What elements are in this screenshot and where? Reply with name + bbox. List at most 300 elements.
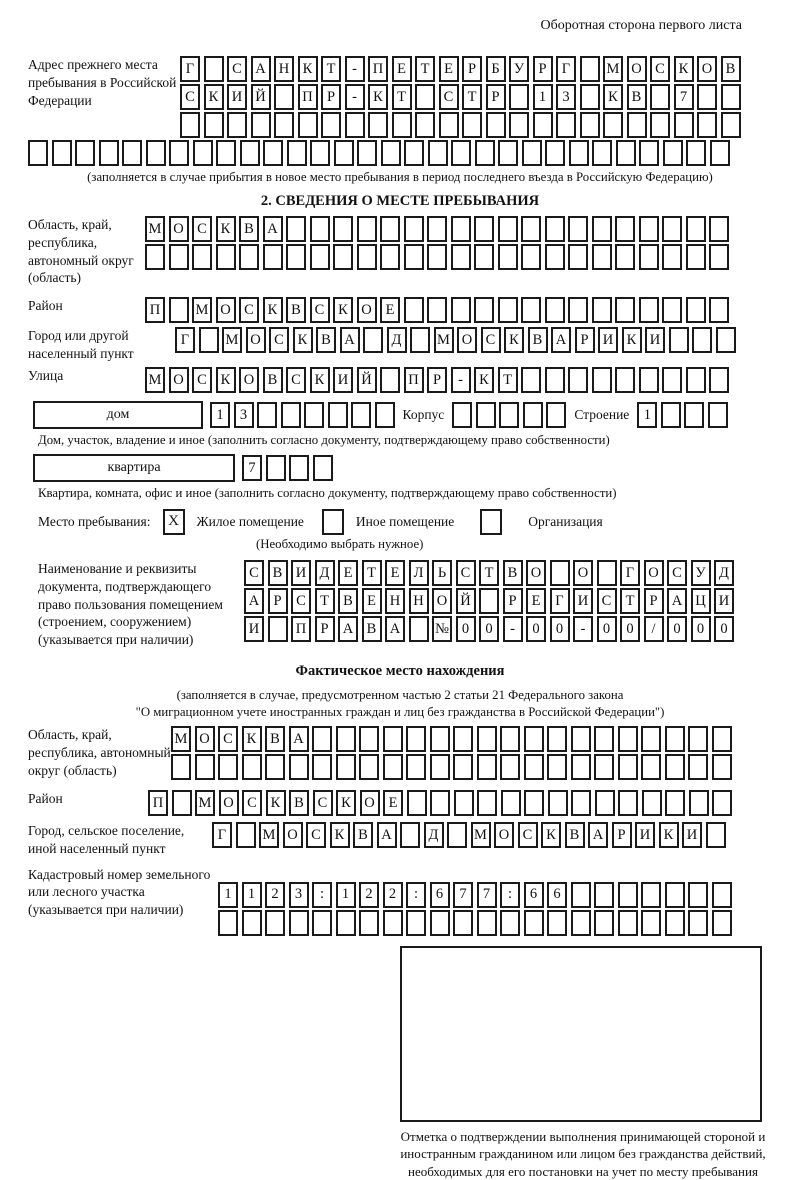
char-cell[interactable]: Д — [424, 822, 444, 848]
char-cell[interactable] — [594, 754, 614, 780]
char-cell[interactable]: 0 — [714, 616, 734, 642]
char-cell[interactable] — [712, 726, 732, 752]
char-cell[interactable] — [242, 754, 262, 780]
char-cell[interactable]: - — [451, 367, 471, 393]
char-cell[interactable]: Р — [427, 367, 447, 393]
char-cell[interactable] — [498, 140, 518, 166]
char-cell[interactable] — [383, 754, 403, 780]
char-cell[interactable]: 1 — [242, 882, 262, 908]
char-cell[interactable]: С — [481, 327, 501, 353]
char-cell[interactable] — [571, 882, 591, 908]
char-cell[interactable] — [312, 910, 332, 936]
char-cell[interactable]: В — [528, 327, 548, 353]
char-cell[interactable] — [594, 726, 614, 752]
char-cell[interactable]: Й — [251, 84, 271, 110]
char-cell[interactable]: 2 — [359, 882, 379, 908]
char-cell[interactable]: И — [573, 588, 593, 614]
char-cell[interactable] — [169, 297, 189, 323]
char-cell[interactable] — [568, 297, 588, 323]
char-cell[interactable] — [686, 140, 706, 166]
char-cell[interactable]: 0 — [456, 616, 476, 642]
char-cell[interactable] — [684, 402, 704, 428]
char-cell[interactable] — [661, 402, 681, 428]
char-cell[interactable] — [524, 726, 544, 752]
char-cell[interactable] — [289, 754, 309, 780]
char-cell[interactable] — [592, 367, 612, 393]
char-cell[interactable] — [274, 84, 294, 110]
char-cell[interactable] — [509, 84, 529, 110]
char-cell[interactable]: О — [169, 367, 189, 393]
char-cell[interactable] — [404, 297, 424, 323]
char-cell[interactable] — [404, 216, 424, 242]
char-cell[interactable]: В — [721, 56, 741, 82]
char-cell[interactable]: И — [714, 588, 734, 614]
char-cell[interactable] — [500, 910, 520, 936]
char-cell[interactable]: Е — [392, 56, 412, 82]
char-cell[interactable]: Р — [612, 822, 632, 848]
char-cell[interactable]: В — [362, 616, 382, 642]
char-cell[interactable] — [710, 140, 730, 166]
char-cell[interactable] — [268, 616, 288, 642]
char-cell[interactable] — [500, 726, 520, 752]
char-cell[interactable] — [195, 754, 215, 780]
char-cell[interactable] — [597, 560, 617, 586]
char-cell[interactable] — [145, 244, 165, 270]
char-cell[interactable] — [686, 367, 706, 393]
char-cell[interactable] — [547, 726, 567, 752]
char-cell[interactable]: № — [432, 616, 452, 642]
char-cell[interactable]: Д — [315, 560, 335, 586]
char-cell[interactable] — [498, 244, 518, 270]
char-cell[interactable]: 1 — [218, 882, 238, 908]
char-cell[interactable] — [521, 367, 541, 393]
char-cell[interactable]: 3 — [556, 84, 576, 110]
char-cell[interactable]: Р — [533, 56, 553, 82]
char-cell[interactable]: Р — [315, 616, 335, 642]
char-cell[interactable]: А — [338, 616, 358, 642]
char-cell[interactable] — [545, 297, 565, 323]
char-cell[interactable] — [218, 754, 238, 780]
char-cell[interactable] — [595, 790, 615, 816]
char-cell[interactable]: С — [518, 822, 538, 848]
char-cell[interactable] — [274, 112, 294, 138]
char-cell[interactable] — [688, 882, 708, 908]
char-cell[interactable] — [556, 112, 576, 138]
char-cell[interactable] — [662, 367, 682, 393]
char-cell[interactable]: О — [457, 327, 477, 353]
stamp-area[interactable] — [400, 946, 762, 1122]
char-cell[interactable]: / — [644, 616, 664, 642]
char-cell[interactable] — [709, 297, 729, 323]
char-cell[interactable]: Р — [575, 327, 595, 353]
char-cell[interactable] — [99, 140, 119, 166]
char-cell[interactable] — [286, 216, 306, 242]
char-cell[interactable] — [592, 140, 612, 166]
char-cell[interactable] — [716, 327, 736, 353]
char-cell[interactable] — [415, 84, 435, 110]
char-cell[interactable] — [641, 726, 661, 752]
char-cell[interactable] — [430, 726, 450, 752]
char-cell[interactable] — [709, 244, 729, 270]
char-cell[interactable] — [501, 790, 521, 816]
char-cell[interactable] — [686, 216, 706, 242]
char-cell[interactable] — [639, 367, 659, 393]
char-cell[interactable]: П — [148, 790, 168, 816]
char-cell[interactable] — [477, 754, 497, 780]
char-cell[interactable]: 3 — [234, 402, 254, 428]
char-cell[interactable] — [665, 910, 685, 936]
char-cell[interactable] — [498, 216, 518, 242]
char-cell[interactable]: Л — [409, 560, 429, 586]
char-cell[interactable]: Р — [486, 84, 506, 110]
char-cell[interactable] — [498, 297, 518, 323]
char-cell[interactable] — [251, 112, 271, 138]
char-cell[interactable]: С — [310, 297, 330, 323]
char-cell[interactable]: К — [659, 822, 679, 848]
char-cell[interactable]: 1 — [210, 402, 230, 428]
char-cell[interactable] — [571, 754, 591, 780]
char-cell[interactable]: А — [551, 327, 571, 353]
char-cell[interactable] — [546, 402, 566, 428]
char-cell[interactable]: Г — [550, 588, 570, 614]
char-cell[interactable]: : — [406, 882, 426, 908]
char-cell[interactable]: : — [500, 882, 520, 908]
char-cell[interactable]: С — [269, 327, 289, 353]
char-cell[interactable]: Т — [362, 560, 382, 586]
char-cell[interactable]: К — [242, 726, 262, 752]
char-cell[interactable] — [169, 244, 189, 270]
char-cell[interactable]: М — [471, 822, 491, 848]
char-cell[interactable] — [709, 216, 729, 242]
char-cell[interactable] — [642, 790, 662, 816]
char-cell[interactable] — [289, 455, 309, 481]
char-cell[interactable]: Р — [268, 588, 288, 614]
char-cell[interactable] — [199, 327, 219, 353]
char-cell[interactable]: С — [227, 56, 247, 82]
char-cell[interactable] — [615, 244, 635, 270]
char-cell[interactable]: И — [645, 327, 665, 353]
char-cell[interactable] — [571, 910, 591, 936]
char-cell[interactable] — [712, 790, 732, 816]
char-cell[interactable]: 3 — [289, 882, 309, 908]
char-cell[interactable] — [363, 327, 383, 353]
char-cell[interactable]: Ц — [691, 588, 711, 614]
char-cell[interactable] — [545, 140, 565, 166]
char-cell[interactable] — [359, 754, 379, 780]
char-cell[interactable]: К — [330, 822, 350, 848]
char-cell[interactable]: - — [503, 616, 523, 642]
char-cell[interactable]: С — [192, 367, 212, 393]
char-cell[interactable] — [523, 402, 543, 428]
char-cell[interactable]: О — [216, 297, 236, 323]
char-cell[interactable]: У — [509, 56, 529, 82]
char-cell[interactable]: Г — [556, 56, 576, 82]
char-cell[interactable] — [618, 726, 638, 752]
char-cell[interactable] — [409, 616, 429, 642]
char-cell[interactable] — [509, 112, 529, 138]
char-cell[interactable]: Е — [439, 56, 459, 82]
char-cell[interactable] — [406, 910, 426, 936]
char-cell[interactable]: М — [145, 367, 165, 393]
char-cell[interactable]: С — [244, 560, 264, 586]
char-cell[interactable] — [453, 754, 473, 780]
char-cell[interactable] — [669, 327, 689, 353]
char-cell[interactable]: К — [293, 327, 313, 353]
char-cell[interactable]: Р — [462, 56, 482, 82]
char-cell[interactable]: В — [263, 367, 283, 393]
char-cell[interactable] — [665, 754, 685, 780]
char-cell[interactable] — [594, 910, 614, 936]
char-cell[interactable]: Е — [385, 560, 405, 586]
char-cell[interactable] — [333, 244, 353, 270]
checkbox-zhiloe-pomeshchenie[interactable]: X — [163, 509, 185, 535]
char-cell[interactable]: Р — [503, 588, 523, 614]
char-cell[interactable]: С — [456, 560, 476, 586]
char-cell[interactable] — [406, 726, 426, 752]
char-cell[interactable] — [357, 244, 377, 270]
char-cell[interactable] — [428, 140, 448, 166]
char-cell[interactable]: И — [227, 84, 247, 110]
char-cell[interactable]: Е — [380, 297, 400, 323]
char-cell[interactable]: Т — [392, 84, 412, 110]
char-cell[interactable] — [380, 216, 400, 242]
char-cell[interactable]: С — [192, 216, 212, 242]
char-cell[interactable] — [312, 726, 332, 752]
char-cell[interactable] — [689, 790, 709, 816]
char-cell[interactable] — [462, 112, 482, 138]
char-cell[interactable]: К — [298, 56, 318, 82]
char-cell[interactable] — [427, 244, 447, 270]
char-cell[interactable]: М — [195, 790, 215, 816]
char-cell[interactable]: А — [263, 216, 283, 242]
char-cell[interactable] — [380, 367, 400, 393]
char-cell[interactable] — [451, 140, 471, 166]
char-cell[interactable] — [521, 297, 541, 323]
char-cell[interactable]: Т — [321, 56, 341, 82]
char-cell[interactable]: В — [338, 588, 358, 614]
char-cell[interactable]: М — [171, 726, 191, 752]
char-cell[interactable] — [662, 297, 682, 323]
char-cell[interactable] — [263, 244, 283, 270]
char-cell[interactable] — [122, 140, 142, 166]
char-cell[interactable]: А — [667, 588, 687, 614]
char-cell[interactable]: П — [404, 367, 424, 393]
char-cell[interactable]: О — [627, 56, 647, 82]
char-cell[interactable]: В — [627, 84, 647, 110]
char-cell[interactable]: С — [242, 790, 262, 816]
char-cell[interactable] — [427, 216, 447, 242]
char-cell[interactable] — [662, 216, 682, 242]
char-cell[interactable]: 7 — [477, 882, 497, 908]
char-cell[interactable] — [663, 140, 683, 166]
char-cell[interactable]: - — [345, 84, 365, 110]
char-cell[interactable] — [615, 297, 635, 323]
char-cell[interactable] — [404, 140, 424, 166]
char-cell[interactable] — [286, 244, 306, 270]
char-cell[interactable] — [404, 244, 424, 270]
char-cell[interactable]: С — [650, 56, 670, 82]
char-cell[interactable] — [580, 56, 600, 82]
char-cell[interactable] — [287, 140, 307, 166]
char-cell[interactable] — [227, 112, 247, 138]
char-cell[interactable]: В — [565, 822, 585, 848]
char-cell[interactable] — [415, 112, 435, 138]
char-cell[interactable] — [569, 140, 589, 166]
char-cell[interactable]: О — [432, 588, 452, 614]
char-cell[interactable] — [615, 216, 635, 242]
char-cell[interactable]: 0 — [691, 616, 711, 642]
char-cell[interactable] — [452, 402, 472, 428]
char-cell[interactable]: В — [286, 297, 306, 323]
char-cell[interactable]: С — [239, 297, 259, 323]
char-cell[interactable] — [524, 754, 544, 780]
char-cell[interactable]: К — [368, 84, 388, 110]
char-cell[interactable] — [357, 216, 377, 242]
char-cell[interactable]: М — [222, 327, 242, 353]
char-cell[interactable] — [616, 140, 636, 166]
char-cell[interactable] — [407, 790, 427, 816]
char-cell[interactable] — [368, 112, 388, 138]
char-cell[interactable] — [236, 822, 256, 848]
char-cell[interactable]: О — [219, 790, 239, 816]
char-cell[interactable] — [75, 140, 95, 166]
char-cell[interactable] — [169, 140, 189, 166]
char-cell[interactable]: О — [573, 560, 593, 586]
char-cell[interactable]: О — [644, 560, 664, 586]
char-cell[interactable]: 7 — [242, 455, 262, 481]
char-cell[interactable] — [180, 112, 200, 138]
char-cell[interactable]: К — [504, 327, 524, 353]
char-cell[interactable]: А — [588, 822, 608, 848]
char-cell[interactable] — [479, 588, 499, 614]
char-cell[interactable]: О — [494, 822, 514, 848]
char-cell[interactable]: С — [291, 588, 311, 614]
char-cell[interactable] — [641, 910, 661, 936]
char-cell[interactable] — [146, 140, 166, 166]
char-cell[interactable]: К — [474, 367, 494, 393]
char-cell[interactable] — [239, 244, 259, 270]
char-cell[interactable]: 6 — [430, 882, 450, 908]
char-cell[interactable] — [321, 112, 341, 138]
char-cell[interactable]: О — [246, 327, 266, 353]
char-cell[interactable]: Р — [644, 588, 664, 614]
char-cell[interactable]: Г — [620, 560, 640, 586]
char-cell[interactable] — [641, 754, 661, 780]
char-cell[interactable]: В — [289, 790, 309, 816]
char-cell[interactable] — [334, 140, 354, 166]
char-cell[interactable]: С — [218, 726, 238, 752]
char-cell[interactable]: Д — [387, 327, 407, 353]
char-cell[interactable] — [52, 140, 72, 166]
char-cell[interactable]: С — [306, 822, 326, 848]
char-cell[interactable] — [216, 140, 236, 166]
char-cell[interactable]: С — [286, 367, 306, 393]
char-cell[interactable]: 7 — [674, 84, 694, 110]
char-cell[interactable] — [533, 112, 553, 138]
char-cell[interactable] — [383, 726, 403, 752]
char-cell[interactable] — [686, 244, 706, 270]
char-cell[interactable]: А — [244, 588, 264, 614]
char-cell[interactable] — [665, 882, 685, 908]
char-cell[interactable]: Е — [526, 588, 546, 614]
char-cell[interactable] — [192, 244, 212, 270]
char-cell[interactable]: К — [541, 822, 561, 848]
char-cell[interactable]: Р — [321, 84, 341, 110]
char-cell[interactable]: : — [312, 882, 332, 908]
char-cell[interactable] — [571, 726, 591, 752]
char-cell[interactable]: О — [526, 560, 546, 586]
char-cell[interactable]: К — [204, 84, 224, 110]
char-cell[interactable] — [266, 455, 286, 481]
char-cell[interactable]: Е — [383, 790, 403, 816]
char-cell[interactable]: А — [251, 56, 271, 82]
char-cell[interactable]: 2 — [383, 882, 403, 908]
char-cell[interactable] — [521, 216, 541, 242]
char-cell[interactable]: О — [697, 56, 717, 82]
char-cell[interactable] — [204, 56, 224, 82]
char-cell[interactable]: 0 — [620, 616, 640, 642]
char-cell[interactable] — [333, 216, 353, 242]
char-cell[interactable] — [688, 910, 708, 936]
char-cell[interactable] — [474, 216, 494, 242]
char-cell[interactable] — [454, 790, 474, 816]
char-cell[interactable] — [381, 140, 401, 166]
char-cell[interactable] — [697, 112, 717, 138]
char-cell[interactable] — [439, 112, 459, 138]
char-cell[interactable]: Б — [486, 56, 506, 82]
char-cell[interactable] — [310, 140, 330, 166]
char-cell[interactable] — [345, 112, 365, 138]
char-cell[interactable]: 6 — [524, 882, 544, 908]
char-cell[interactable] — [712, 882, 732, 908]
char-cell[interactable]: С — [597, 588, 617, 614]
char-cell[interactable] — [665, 726, 685, 752]
char-cell[interactable] — [639, 244, 659, 270]
char-cell[interactable] — [580, 112, 600, 138]
char-cell[interactable] — [592, 244, 612, 270]
char-cell[interactable] — [451, 244, 471, 270]
char-cell[interactable]: С — [313, 790, 333, 816]
checkbox-organizatsiya[interactable] — [480, 509, 502, 535]
char-cell[interactable] — [547, 910, 567, 936]
char-cell[interactable]: К — [266, 790, 286, 816]
char-cell[interactable]: И — [291, 560, 311, 586]
char-cell[interactable]: О — [360, 790, 380, 816]
char-cell[interactable] — [357, 140, 377, 166]
char-cell[interactable] — [568, 244, 588, 270]
char-cell[interactable] — [172, 790, 192, 816]
char-cell[interactable] — [686, 297, 706, 323]
char-cell[interactable]: Т — [620, 588, 640, 614]
char-cell[interactable]: А — [340, 327, 360, 353]
char-cell[interactable]: 0 — [667, 616, 687, 642]
char-cell[interactable] — [380, 244, 400, 270]
char-cell[interactable] — [721, 84, 741, 110]
char-cell[interactable]: 0 — [526, 616, 546, 642]
char-cell[interactable]: И — [635, 822, 655, 848]
char-cell[interactable] — [650, 112, 670, 138]
char-cell[interactable]: Н — [274, 56, 294, 82]
char-cell[interactable]: А — [385, 616, 405, 642]
char-cell[interactable]: Т — [498, 367, 518, 393]
char-cell[interactable]: В — [503, 560, 523, 586]
char-cell[interactable] — [242, 910, 262, 936]
char-cell[interactable]: 0 — [597, 616, 617, 642]
char-cell[interactable] — [476, 402, 496, 428]
char-cell[interactable] — [712, 910, 732, 936]
char-cell[interactable] — [524, 790, 544, 816]
char-cell[interactable]: 1 — [533, 84, 553, 110]
